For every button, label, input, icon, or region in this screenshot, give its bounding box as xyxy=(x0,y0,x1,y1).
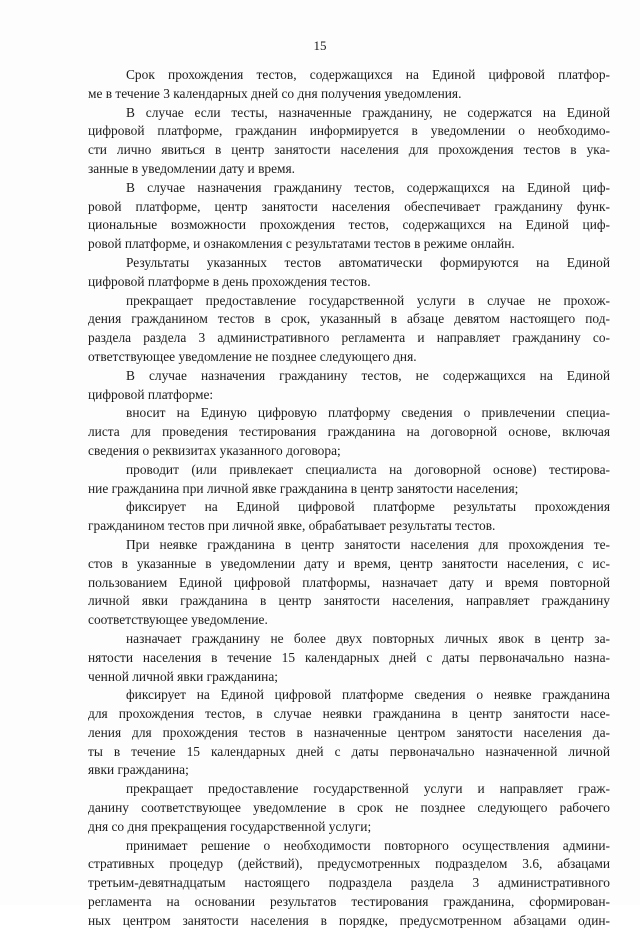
text-line: нятости населения в течение 15 календарных дней с даты первоначально назна- xyxy=(88,649,610,665)
text-line: регламента на основании результатов тестирования гражданина, сформирован- xyxy=(88,894,610,910)
text-line: назначает гражданину не более двух повторных личных явок в центр за- xyxy=(126,630,610,646)
text-line: При неявке гражданина в центр занятости населения для прохождения те- xyxy=(126,536,610,552)
text-line: данину соответствующее уведомление в срок не позднее следующего рабочего xyxy=(88,800,610,816)
text-line: занные в уведомлении дату и время. xyxy=(88,160,296,176)
text-line: стративных процедур (действий), предусмотренных подразделом 3.6, абзацами xyxy=(88,856,610,872)
text-line: В случае назначения гражданину тестов, содержащихся на Единой циф- xyxy=(126,179,610,195)
text-line: проводит (или привлекает специалиста на договорной основе) тестирова- xyxy=(126,461,610,477)
text-line: циональные возможности прохождения тестов, содержащихся на Единой циф- xyxy=(88,217,610,233)
text-line: цифровой платформе, гражданин информируется в уведомлении о необходимо- xyxy=(88,123,610,139)
text-line: Результаты указанных тестов автоматически формируются на Единой xyxy=(126,254,610,270)
text-line: личной явки гражданина в центр занятости населения, направляет гражданину xyxy=(88,593,610,609)
text-line: принимает решение о необходимости повторного осуществления админи- xyxy=(126,837,610,853)
text-line: сти лично явиться в центр занятости населения для прохождения тестов в ука- xyxy=(88,142,610,158)
text-line: дения гражданином тестов в срок, указанный в абзаце девятом настоящего под- xyxy=(88,311,610,327)
text-line: ных центром занятости населения в порядке, предусмотренном абзацами один- xyxy=(88,912,610,928)
text-line: раздела раздела 3 административного регламента и направляет гражданину со- xyxy=(88,330,610,346)
text-line: листа для проведения тестирования гражданина на договорной основе, включая xyxy=(88,424,610,440)
text-line: цифровой платформе: xyxy=(88,386,214,402)
text-line: вносит на Единую цифровую платформу сведения о привлечении специа- xyxy=(126,405,610,421)
text-line: дня со дня прекращения государственной услуги; xyxy=(88,818,372,834)
text-line: ответствующее уведомление не позднее следующего дня. xyxy=(88,348,417,364)
text-line: цифровой платформе в день прохождения тестов. xyxy=(88,273,371,289)
text-line: гражданином тестов при личной явке, обрабатывает результаты тестов. xyxy=(88,518,496,534)
text-line: В случае назначения гражданину тестов, не содержащихся на Единой xyxy=(126,367,610,383)
text-line: ние гражданина при личной явке гражданина в центр занятости населения; xyxy=(88,480,519,496)
text-line: соответствующее уведомление. xyxy=(88,612,268,628)
text-line: стов в указанные в уведомлении дату и время, центр занятости населения, с ис- xyxy=(88,555,610,571)
text-line: для прохождения тестов, в случае неявки гражданина в центр занятости насе- xyxy=(88,706,610,722)
text-line: третьим-девятнадцатым настоящего подраздела раздела 3 административного xyxy=(88,875,610,891)
document-body xyxy=(88,66,610,931)
page-number: 15 xyxy=(313,38,327,53)
text-line: фиксирует на Единой цифровой платформе результаты прохождения xyxy=(126,499,610,515)
text-line: ме в течение 3 календарных дней со дня получения уведомления. xyxy=(88,85,462,101)
text-line: ровой платформе, и ознакомления с результатами тестов в режиме онлайн. xyxy=(88,236,515,252)
text-line: пользованием Единой цифровой платформы, назначает дату и время повторной xyxy=(88,574,610,590)
text-line: фиксирует на Единой цифровой платформе сведения о неявке гражданина xyxy=(126,687,610,703)
text-line: сведения о реквизитах указанного договора; xyxy=(88,442,341,458)
text-line: ровой платформе, центр занятости населения обеспечивает гражданину функ- xyxy=(88,198,610,214)
text-line: ления для прохождения тестов в назначенные центром занятости населения да- xyxy=(88,724,610,740)
text-line: ты в течение 15 календарных дней с даты первоначально назначенной личной xyxy=(88,743,610,759)
text-line: Срок прохождения тестов, содержащихся на Единой цифровой платфор- xyxy=(126,67,610,82)
text-line: явки гражданина; xyxy=(88,762,189,778)
text-line: прекращает предоставление государственной услуги и направляет граж- xyxy=(126,781,610,797)
text-line: В случае если тесты, назначенные гражданину, не содержатся на Единой xyxy=(126,104,610,120)
text-line: ченной личной явки гражданина; xyxy=(88,668,278,684)
text-line: прекращает предоставление государственной услуги в случае не прохож- xyxy=(126,292,610,308)
